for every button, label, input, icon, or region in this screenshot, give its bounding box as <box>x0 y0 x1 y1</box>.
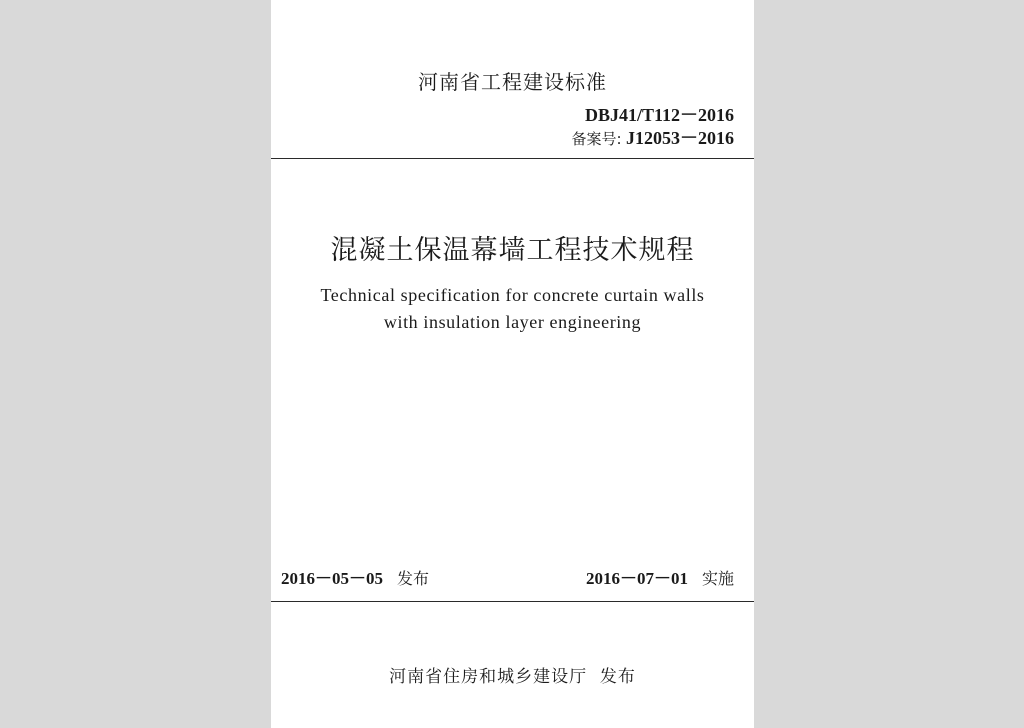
effective-date-group <box>586 564 734 589</box>
release-date-group <box>281 564 429 589</box>
publisher: 河南省住房和城乡建设厅 发布 <box>389 667 636 687</box>
document-page <box>271 0 754 728</box>
document-title-cn: 混凝土保温幕墙工程技术规程 <box>330 235 695 266</box>
effective-word: 实施 <box>701 569 734 588</box>
record-number-line <box>571 124 734 150</box>
title-en-line-2: with insulation layer engineering <box>383 312 642 332</box>
bottom-divider <box>271 601 754 602</box>
release-date: 2016－05－05 <box>281 569 383 588</box>
standard-category-title: 河南省工程建设标准 <box>418 70 607 94</box>
title-en-line-1: Technical specification for concrete curtain walls <box>320 285 705 305</box>
standard-code: DBJ41/T112－2016 <box>584 105 734 125</box>
effective-date: 2016－07－01 <box>585 569 688 588</box>
document-title-en <box>271 282 754 336</box>
record-label: 备案号: <box>571 130 622 148</box>
release-word: 发布 <box>397 569 430 588</box>
record-number: J12053－2016 <box>626 128 734 148</box>
top-divider <box>271 158 754 159</box>
